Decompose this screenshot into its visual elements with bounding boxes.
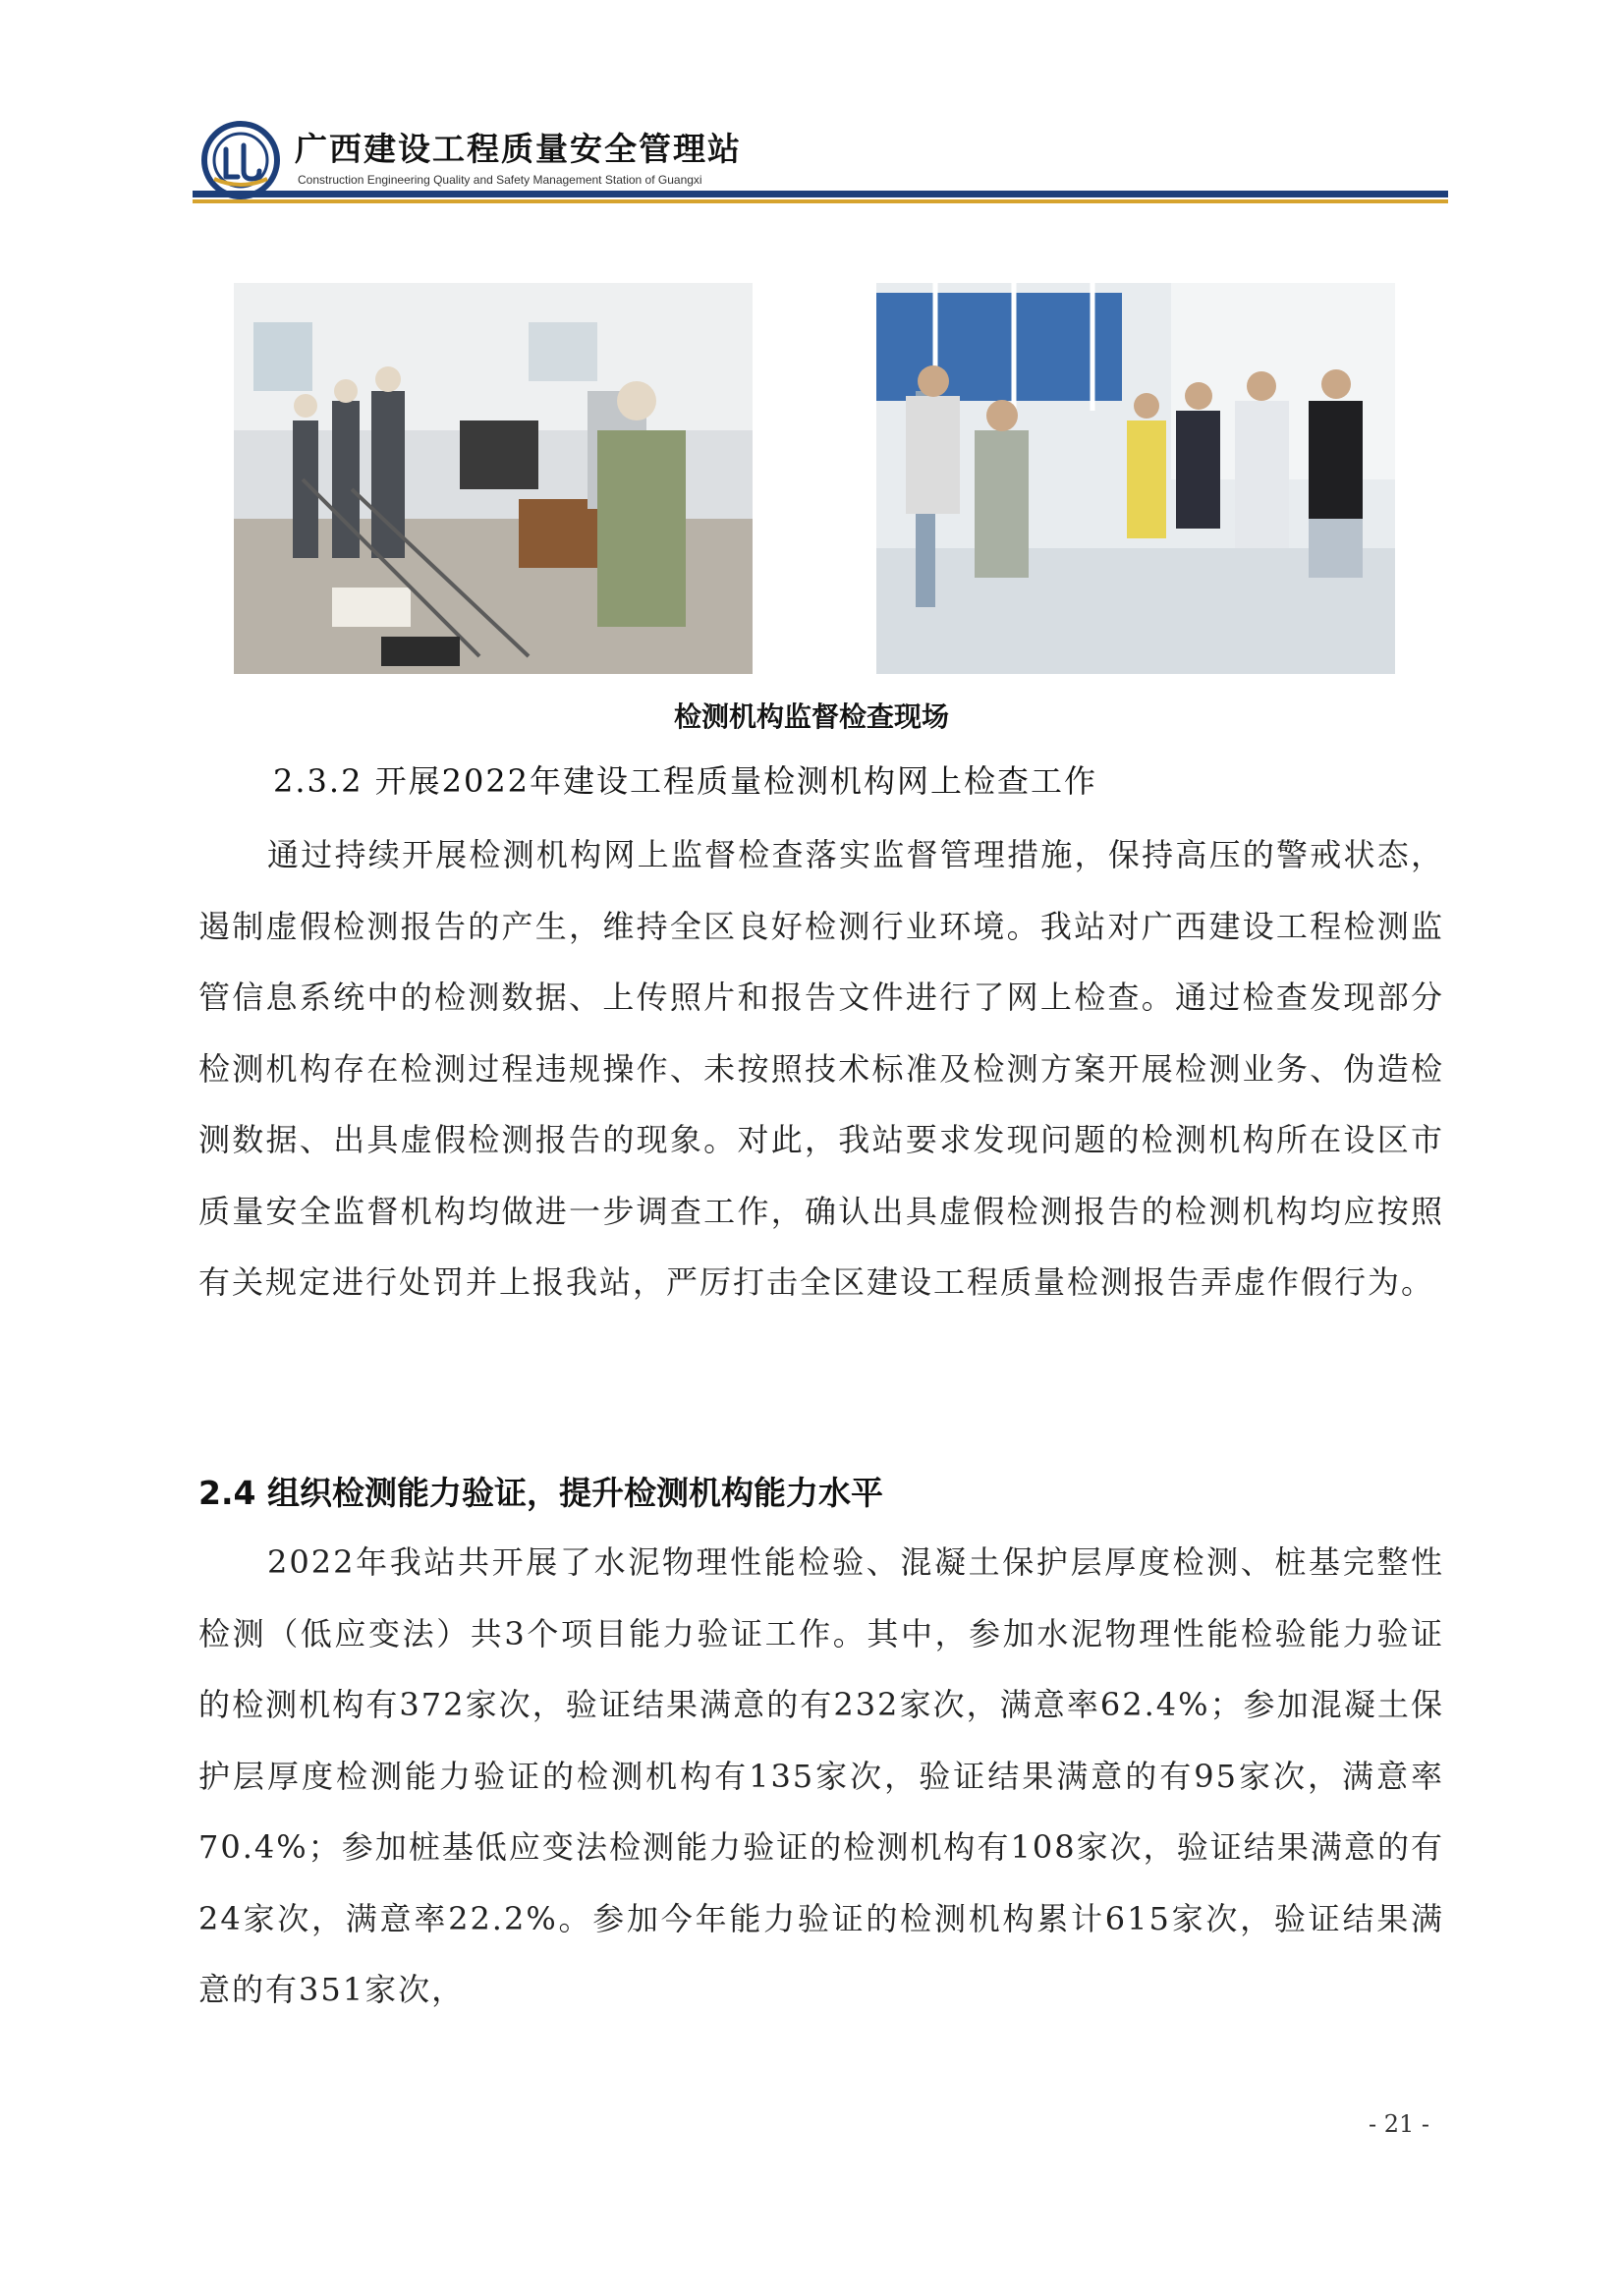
photo-caption: 检测机构监督检查现场 bbox=[673, 700, 949, 733]
station-logo-icon bbox=[200, 120, 281, 200]
inspection-lab-photo bbox=[234, 283, 753, 674]
section-heading: 2.4 组织检测能力验证，提升检测机构能力水平 bbox=[198, 1474, 883, 1512]
header-rule-blue bbox=[193, 191, 1448, 197]
inspection-team-photo bbox=[876, 283, 1395, 674]
subsection-heading: 2.3.2 开展2022年建设工程质量检测机构网上检查工作 bbox=[273, 762, 1098, 800]
subsection-paragraph: 通过持续开展检测机构网上监督检查落实监督管理措施，保持高压的警戒状态，遏制虚假检测报告的产生，维持全区良好检测行业环境。我站对广西建设工程检测监管信息系统中的检测数据、上传照片和报告文件进行了网上检查。通过检查发现部分检测机构存在检测过程违规操作、未按照技术标准及检测方案开展检测业务、伪造检测数据、出具虚假检测报告的现象。对此，我站要求发现问题的检测机构所在设区市质量安全监督机构均做进一步调查工作，确认出具虚假检测报告的检测机构均应按照有关规定进行处罚并上报我站，严厉打击全区建设工程质量检测报告弄虚作假行为。 bbox=[198, 836, 1444, 1301]
page-header bbox=[193, 110, 1448, 208]
page-number: - 21 - bbox=[1369, 2110, 1430, 2138]
org-name-cn: 广西建设工程质量安全管理站 bbox=[295, 130, 742, 168]
header-rule-gold bbox=[193, 199, 1448, 203]
section-paragraph: 2022年我站共开展了水泥物理性能检验、混凝土保护层厚度检测、桩基完整性检测（低应变法）共3个项目能力验证工作。其中，参加水泥物理性能检验能力验证的检测机构有372家次，验证结果满意的有232家次，满意率62.4%；参加混凝土保护层厚度检测能力验证的检测机构有135家次，验证结果满意的有95家次，满意率70.4%；参加桩基低应变法检测能力验证的检测机构有108家次，验证结果满意的有24家次，满意率22.2%。参加今年能力验证的检测机构累计615家次，验证结果满意的有351家次， bbox=[198, 1543, 1444, 2008]
org-name-en: Construction Engineering Quality and Safety Management Station of Guangxi bbox=[298, 173, 702, 187]
